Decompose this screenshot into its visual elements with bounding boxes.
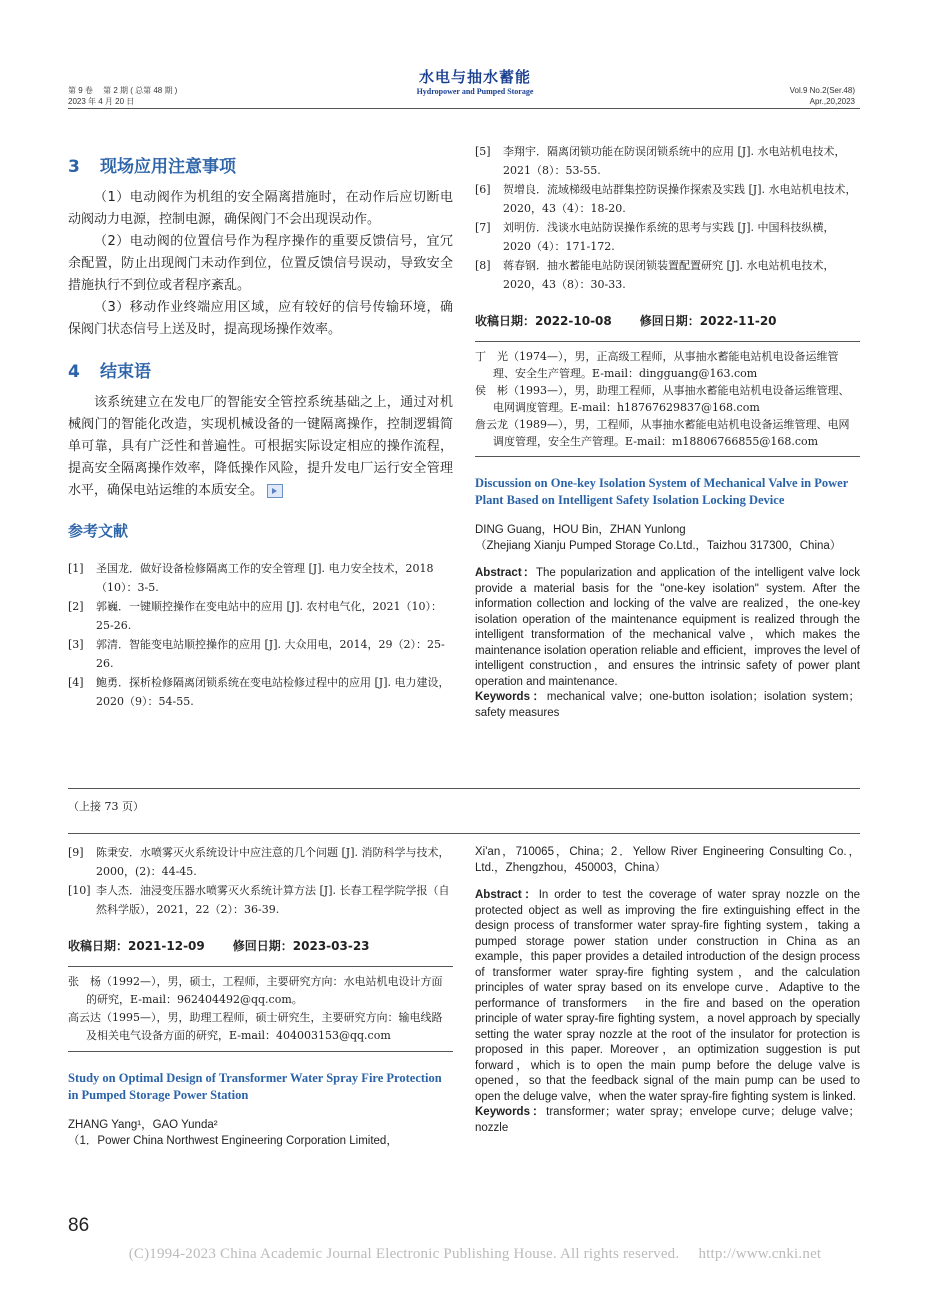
journal-title-en: Hydropower and Pumped Storage [416,87,534,96]
reference-item [68,881,453,919]
section-title: 结束语 [100,362,151,382]
reference-text: 李人杰．油浸变压器水喷雾灭火系统计算方法 [J]. 长春工程学院学报（自然科学版），2021，22（2）：36-39. [96,884,450,916]
keywords-text: mechanical valve；one-button isolation；isolation system；safety measures [475,691,860,719]
author-info [68,973,453,1045]
right-column-lower [475,845,860,1136]
english-title: Discussion on One-key Isolation System of Mechanical Valve in Power Plant Based on Intelligent Safety Isolation Locking Device [475,476,849,507]
article-divider-2 [68,833,860,834]
reference-number: [6] [475,183,491,196]
references-list-lower [68,843,453,919]
reference-text: 鲍勇．探析检修隔离闭锁系统在变电站检修过程中的应用 [J]. 电力建设，2020（9）：54-55. [96,676,450,708]
abstract-text: The popularization and application of the intelligent valve lock provide a material basis for the "one-key isolation" system. After the information collection and locking of the valve are realized，the one-key isolation operation of the maintenance equipment is realized through the intelligent transformation of the mechanical valve，which makes the maintenance isolation operation reliable and efficient，improves the level of intelligent construction，and ensures the intrinsic safety of power plant operation and maintenance. [475,567,860,688]
reference-item [68,597,453,635]
issue-date-en: Apr.,20,2023 [809,97,855,106]
header-right [790,85,855,107]
author-info-rule-bottom [475,456,860,457]
reference-text: 李翔宇．隔离闭锁功能在防误闭锁系统中的应用 [J]. 水电站机电技术，2021（8）：53-55. [503,145,846,177]
article-dates [475,312,860,329]
abstract-label: Abstract： [475,567,536,579]
volume-issue-en: Vol.9 No.2(Ser.48) [789,86,855,95]
abstract-text: In order to test the coverage of water spray nozzle on the protected object as well as improving the fire extinguishing effect in the design process of transformer water spray-fire fighting system，taking a pumped storage power station under construction in China as an example，this paper provides a detailed introduction of the design process of transformer water spray-fire fighting system，and the calculation principles of water spray based on its envelope curve．Adaptive to the performance of transformers in the fire and based on the operation principle of water spray-fire fighting system，a novel approach by specially setting the water spray nozzle at the root of the insulator for protection is proposed in this paper. Moreover，an optimization suggestion is put forward，which is to open the main pump before the deluge valve is opened，so that the feedback signal of the main pump can be used to open the deluge valve，when the water spray-fire fighting system is linked. [475,889,860,1103]
reference-number: [8] [475,259,491,272]
reference-number: [5] [475,145,491,158]
author-info-rule [68,966,453,967]
reference-item [68,635,453,673]
reference-item [475,256,860,294]
section-4-body [68,392,453,502]
section-3-body [68,187,453,341]
received-date: 收稿日期：2022-10-08 [475,314,612,328]
conclusion-text: 该系统建立在发电厂的智能安全管控系统基础之上，通过对机械阀门的智能化改造，实现机械设备的一键隔离操作，控制逻辑简单可靠，具有广泛性和普遍性。可根据实际设定相应的操作流程，提高安全隔离操作效率，降低操作风险，提升发电厂运行安全管理水平，确保电站运维的本质安全。 [68,395,453,498]
paragraph: （2）电动阀的位置信号作为程序操作的重要反馈信号，宜冗余配置，防止出现阀门未动作到位，位置反馈信号误动，导致安全措施执行不到位或者程序紊乱。 [68,234,453,293]
english-title: Study on Optimal Design of Transformer Water Spray Fire Protection in Pumped Storage Power Station [68,1071,442,1102]
reference-text: 郭清．智能变电站顺控操作的应用 [J]. 大众用电，2014，29（2）：25-26. [96,638,445,670]
reference-item [68,673,453,711]
english-affiliation-continued: Xi'an，710065，China；2．Yellow River Engineering Consulting Co.，Ltd.，Zhengzhou，450003，China） [475,846,860,874]
section-number: 4 [68,362,80,382]
author-info-rule-bottom [68,1051,453,1052]
end-of-article-icon [267,484,283,498]
issue-date: 2023 年 4 月 20 日 [68,97,135,106]
english-keywords [475,690,860,721]
section-number: 3 [68,157,80,177]
header-rule [68,108,860,109]
author-bio: 丁 光（1974—），男，正高级工程师，从事抽水蓄能电站机电设备运维管理、安全生产管理。E-mail：dingguang@163.com [475,350,839,380]
reference-number: [4] [68,676,84,689]
english-authors: ZHANG Yang¹，GAO Yunda² [68,1119,218,1131]
author-bio: 高云达（1995—），男，助理工程师，硕士研究生，主要研究方向：输电线路及相关电气设备方面的研究，E-mail：404003153@qq.com [68,1011,443,1042]
header-left [68,85,177,107]
reference-item [68,843,453,881]
article-divider [68,788,860,789]
keywords-label: Keywords： [475,691,547,703]
received-date: 收稿日期：2021-12-09 [68,939,205,953]
reference-number: [9] [68,846,84,859]
copyright-footer: (C)1994-2023 China Academic Journal Electronic Publishing House. All rights reserved. http://www.cnki.net [128,1246,822,1262]
author-bio: 侯 彬（1993—），男，助理工程师，从事抽水蓄能电站机电设备运维管理、电网调度管理。E-mail：h18767629837@168.com [475,384,850,414]
reference-item [475,218,860,256]
reference-item [68,559,453,597]
english-affiliation: （Zhejiang Xianju Pumped Storage Co.Ltd.，Taizhou 317300，China） [475,539,842,552]
right-column-upper [475,142,860,721]
abstract-label: Abstract： [475,889,539,901]
journal-masthead [375,66,575,96]
author-bio: 张 杨（1992—），男，硕士，工程师，主要研究方向：水电站机电设计方面的研究，E-mail：962404492@qq.com。 [68,975,443,1006]
english-authors: DING Guang，HOU Bin，ZHAN Yunlong [475,524,686,536]
english-affiliation: （1．Power China Northwest Engineering Corporation Limited， [68,1134,398,1147]
keywords-label: Keywords： [475,1106,547,1118]
reference-text: 郭巍．一键顺控操作在变电站中的应用 [J]. 农村电气化，2021（10）：25-26. [96,600,442,632]
english-keywords [475,1105,860,1136]
continued-note: （上接 73 页） [68,800,144,813]
reference-text: 陈秉安．水喷雾灭火系统设计中应注意的几个问题 [J]. 消防科学与技术，2000，(2)：44-45. [96,846,450,878]
reference-text: 刘明仿．浅谈水电站防误操作系统的思考与实践 [J]. 中国科技纵横，2020（4）：171-172. [503,221,835,253]
section-4-heading [68,357,453,382]
reference-number: [1] [68,562,84,575]
section-3-heading [68,152,453,177]
keywords-text: transformer；water spray；envelope curve；deluge valve；nozzle [475,1106,860,1134]
revised-date: 修回日期：2022-11-20 [639,314,777,328]
reference-text: 蒋春钢．抽水蓄能电站防误闭锁装置配置研究 [J]. 水电站机电技术，2020，43（8）：30-33. [503,259,835,291]
reference-number: [7] [475,221,491,234]
page-number: 86 [68,1215,90,1236]
reference-number: [2] [68,600,84,613]
english-abstract [475,566,860,690]
paragraph: （1）电动阀作为机组的安全隔离措施时，在动作后应切断电动阀动力电源，控制电源，确保阀门不会出现误动作。 [68,190,453,227]
reference-text: 贺增良．流域梯级电站群集控防误操作探索及实践 [J]. 水电站机电技术，2020，43（4）：18-20. [503,183,857,215]
journal-title-cn: 水电与抽水蓄能 [418,68,531,86]
references-list-right [475,142,860,294]
reference-item [475,142,860,180]
english-abstract [475,888,860,1105]
article-dates [68,937,453,954]
left-column-lower [68,843,453,1149]
reference-number: [3] [68,638,84,651]
section-title: 现场应用注意事项 [100,157,236,177]
author-info [475,348,860,450]
references-list-left [68,559,453,711]
revised-date: 修回日期：2023-03-23 [232,939,370,953]
left-column-upper [68,152,453,711]
reference-item [475,180,860,218]
author-info-rule [475,341,860,342]
paragraph [68,392,453,502]
reference-text: 圣国龙．做好设备检修隔离工作的安全管理 [J]. 电力安全技术，2018（10）：3-5. [96,562,434,594]
volume-issue: 第 9 卷 第 2 期 ( 总第 48 期 ) [68,86,178,95]
references-heading: 参考文献 [68,522,129,540]
reference-number: [10] [68,884,91,897]
paragraph: （3）移动作业终端应用区域，应有较好的信号传输环境，确保阀门状态信号上送及时，提高现场操作效率。 [68,300,453,337]
author-bio: 詹云龙（1989—），男，工程师，从事抽水蓄能电站机电设备运维管理、电网调度管理，安全生产管理。E-mail：m18806766855@168.com [475,418,850,448]
